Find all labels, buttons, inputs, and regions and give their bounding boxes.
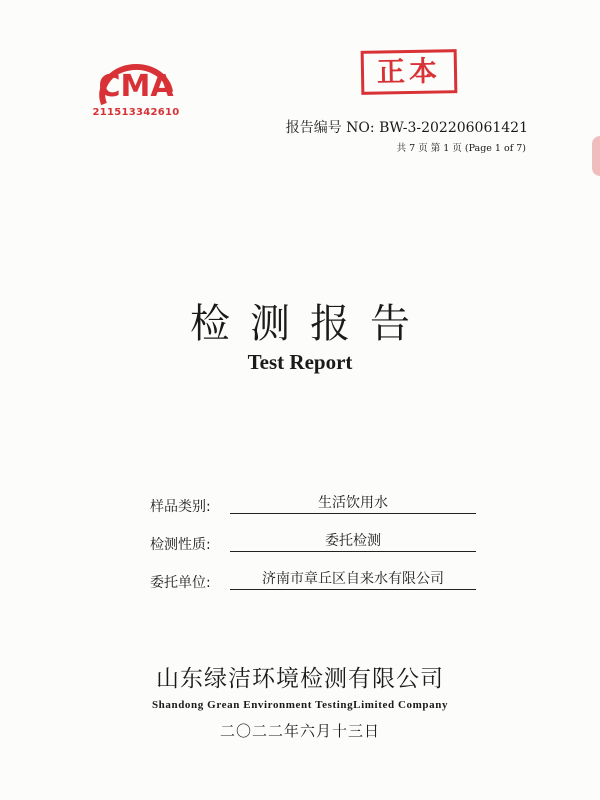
field-test-nature <box>150 531 490 569</box>
page-count: 共 7 页 第 1 页 (Page 1 of 7) <box>396 143 526 154</box>
cma-number: 211513342610 <box>92 107 180 118</box>
report-number: BW-3-202206061421 <box>379 120 528 136</box>
title-english: Test Report <box>247 350 353 374</box>
svg-text:CMA: CMA <box>98 69 174 104</box>
report-date: 二〇二二年六月十三日 <box>219 722 380 740</box>
report-number-label: 报告编号 NO: <box>285 120 375 136</box>
info-fields <box>150 493 490 607</box>
field-client <box>150 569 490 607</box>
field-sample-category <box>150 493 490 531</box>
field-value: 生活饮用水 <box>230 493 476 514</box>
title-chinese: 检测报告 <box>190 301 430 347</box>
original-copy-stamp <box>361 49 458 95</box>
company-name-chinese: 山东绿洁环境检测有限公司 <box>156 666 444 692</box>
company-name-english: Shandong Grean Environment TestingLimited Company <box>151 699 449 711</box>
field-label: 检测性质: <box>150 537 211 553</box>
field-value: 济南市章丘区自来水有限公司 <box>230 569 476 590</box>
report-number-line <box>286 117 528 137</box>
field-value: 委托检测 <box>230 531 476 552</box>
stamp-text: 正本 <box>376 54 442 89</box>
field-label: 委托单位: <box>150 575 211 591</box>
edge-seal-mark <box>592 136 600 176</box>
field-label: 样品类别: <box>150 499 211 515</box>
